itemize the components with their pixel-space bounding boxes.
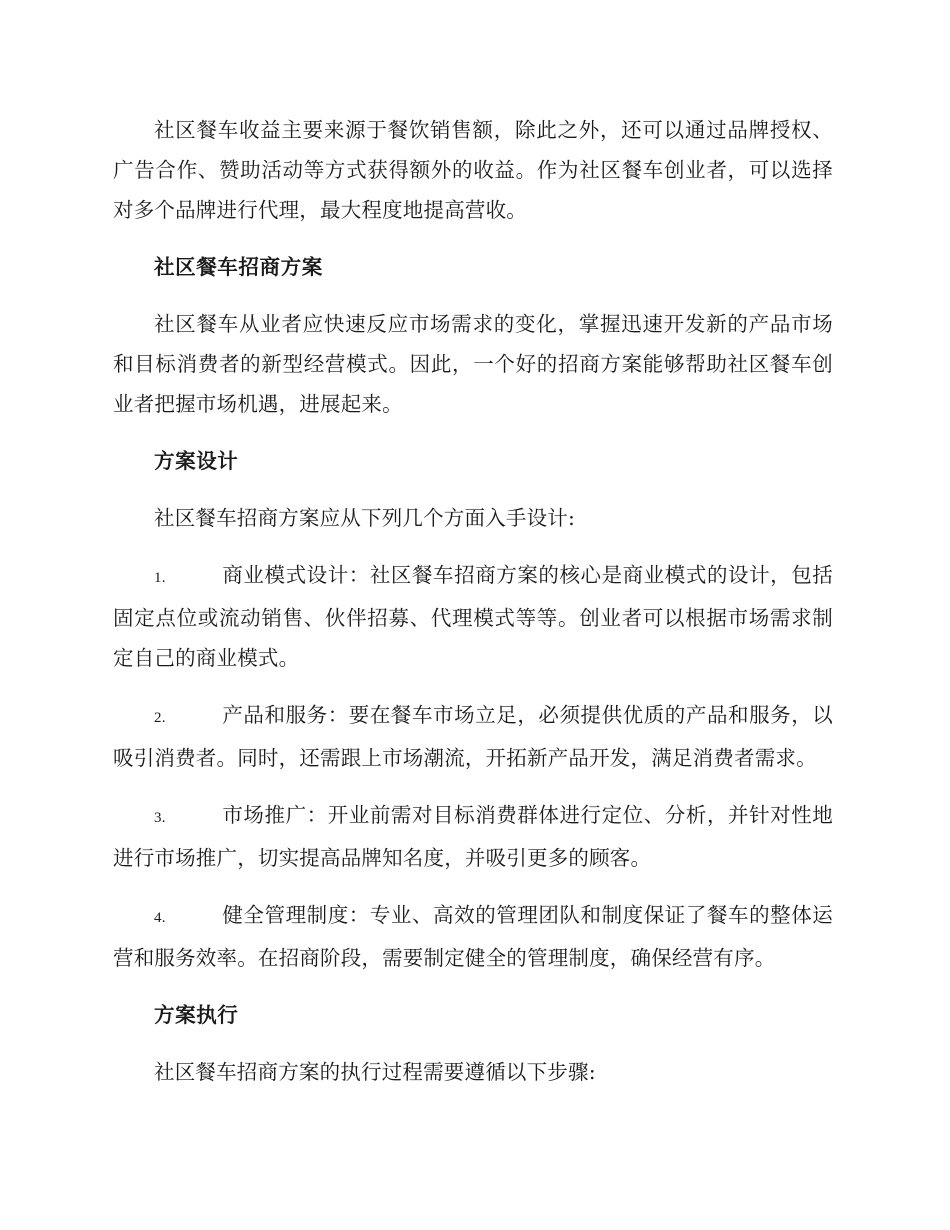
- intro-paragraph: 社区餐车收益主要来源于餐饮销售额，除此之外，还可以通过品牌授权、广告合作、赞助活动等方式获得额外的收益。作为社区餐车创业者，可以选择对多个品牌进行代理，最大程度地提高营收。: [113, 118, 833, 222]
- list-item-text: 市场推广：开业前需对目标消费群体进行定位、分析，并针对性地进行市场推广，切实提高品牌知名度，并吸引更多的顾客。: [113, 803, 833, 870]
- section-heading-execution: 方案执行: [154, 1003, 239, 1027]
- design-intro-paragraph: 社区餐车招商方案应从下列几个方面入手设计:: [154, 506, 576, 530]
- list-item-number: 3.: [154, 810, 166, 826]
- list-item-text: 商业模式设计：社区餐车招商方案的核心是商业模式的设计，包括固定点位或流动销售、伙伴招募、代理模式等等。创业者可以根据市场需求制定自己的商业模式。: [113, 563, 833, 670]
- list-item-number: 4.: [154, 910, 166, 926]
- document-body: [113, 110, 833, 1109]
- design-list-item: [113, 555, 833, 678]
- list-item-number: 1.: [154, 570, 166, 586]
- section-heading-recruit: 社区餐车招商方案: [154, 255, 323, 279]
- design-list-item: [113, 795, 833, 878]
- execution-intro-paragraph: 社区餐车招商方案的执行过程需要遵循以下步骤:: [154, 1060, 596, 1084]
- section-heading-design: 方案设计: [154, 449, 239, 473]
- list-item-text: 健全管理制度：专业、高效的管理团队和制度保证了餐车的整体运营和服务效率。在招商阶段，需要制定健全的管理制度，确保经营有序。: [113, 903, 833, 970]
- list-item-text: 产品和服务：要在餐车市场立足，必须提供优质的产品和服务，以吸引消费者。同时，还需跟上市场潮流，开拓新产品开发，满足消费者需求。: [113, 703, 833, 770]
- design-list-item: [113, 895, 833, 978]
- recruit-paragraph: 社区餐车从业者应快速反应市场需求的变化，掌握迅速开发新的产品市场和目标消费者的新型经营模式。因此，一个好的招商方案能够帮助社区餐车创业者把握市场机遇，进展起来。: [113, 312, 833, 416]
- design-list-item: [113, 695, 833, 778]
- list-item-number: 2.: [154, 710, 166, 726]
